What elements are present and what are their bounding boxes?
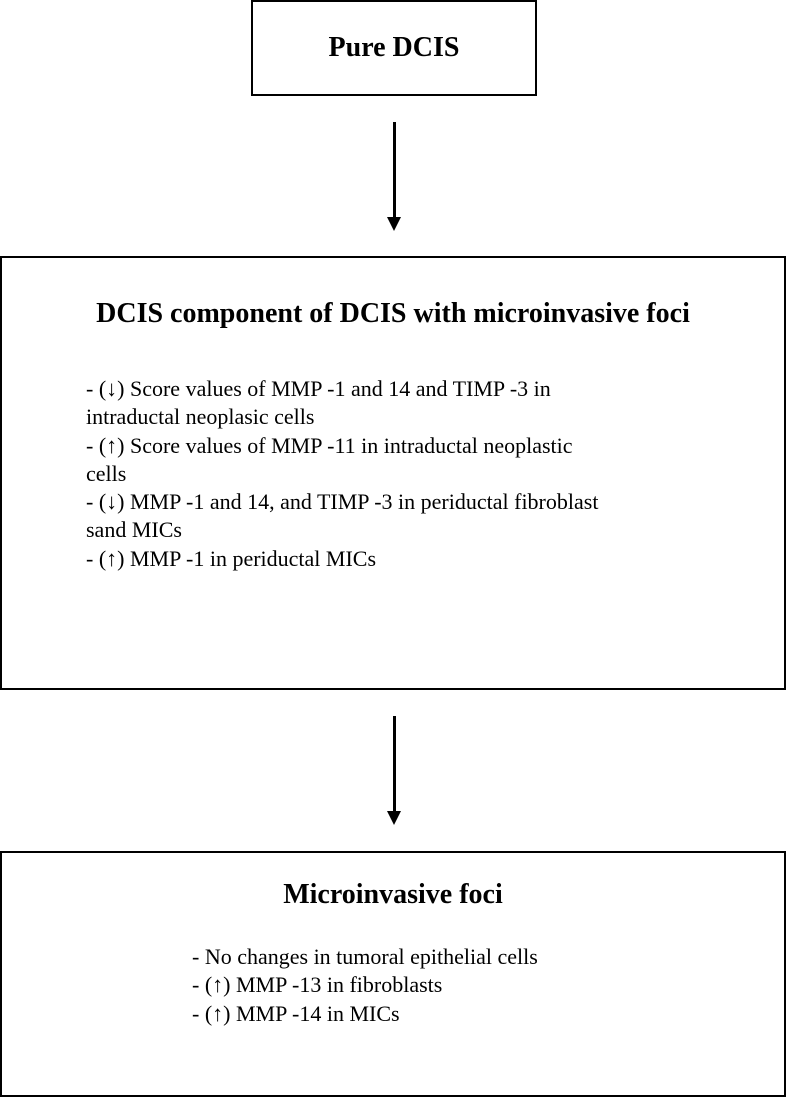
arrow-head <box>387 217 401 231</box>
finding-line: sand MICs <box>86 517 182 543</box>
finding-line: - (↑) Score values of MMP -11 in intraductal neoplastic <box>86 432 573 458</box>
finding-line: - (↑) MMP -14 in MICs <box>192 1000 400 1026</box>
finding-line: intraductal neoplasic cells <box>86 404 315 430</box>
arrow-down-icon <box>384 716 404 826</box>
arrow-shaft <box>393 122 396 218</box>
microinvasive-foci-box <box>0 851 786 1097</box>
dcis-component-box <box>0 256 786 690</box>
finding-line: cells <box>86 460 127 486</box>
arrow-down-icon <box>384 122 404 232</box>
dcis-component-title: DCIS component of DCIS with microinvasive foci <box>96 298 690 329</box>
microinvasive-foci-findings <box>192 943 752 1028</box>
finding-line: - (↓) MMP -1 and 14, and TIMP -3 in periductal fibroblast <box>86 489 599 515</box>
finding-line: - (↑) MMP -1 in periductal MICs <box>86 545 377 571</box>
finding-line: - (↑) MMP -13 in fibroblasts <box>192 972 443 998</box>
finding-line: - No changes in tumoral epithelial cells <box>192 944 538 969</box>
arrow-head <box>387 811 401 825</box>
arrow-shaft <box>393 716 396 812</box>
dcis-component-findings <box>86 375 746 573</box>
finding-line: - (↓) Score values of MMP -1 and 14 and TIMP -3 in <box>86 376 551 401</box>
microinvasive-foci-title: Microinvasive foci <box>283 879 503 910</box>
pure-dcis-title: Pure DCIS <box>328 32 460 63</box>
pure-dcis-box <box>251 0 537 96</box>
